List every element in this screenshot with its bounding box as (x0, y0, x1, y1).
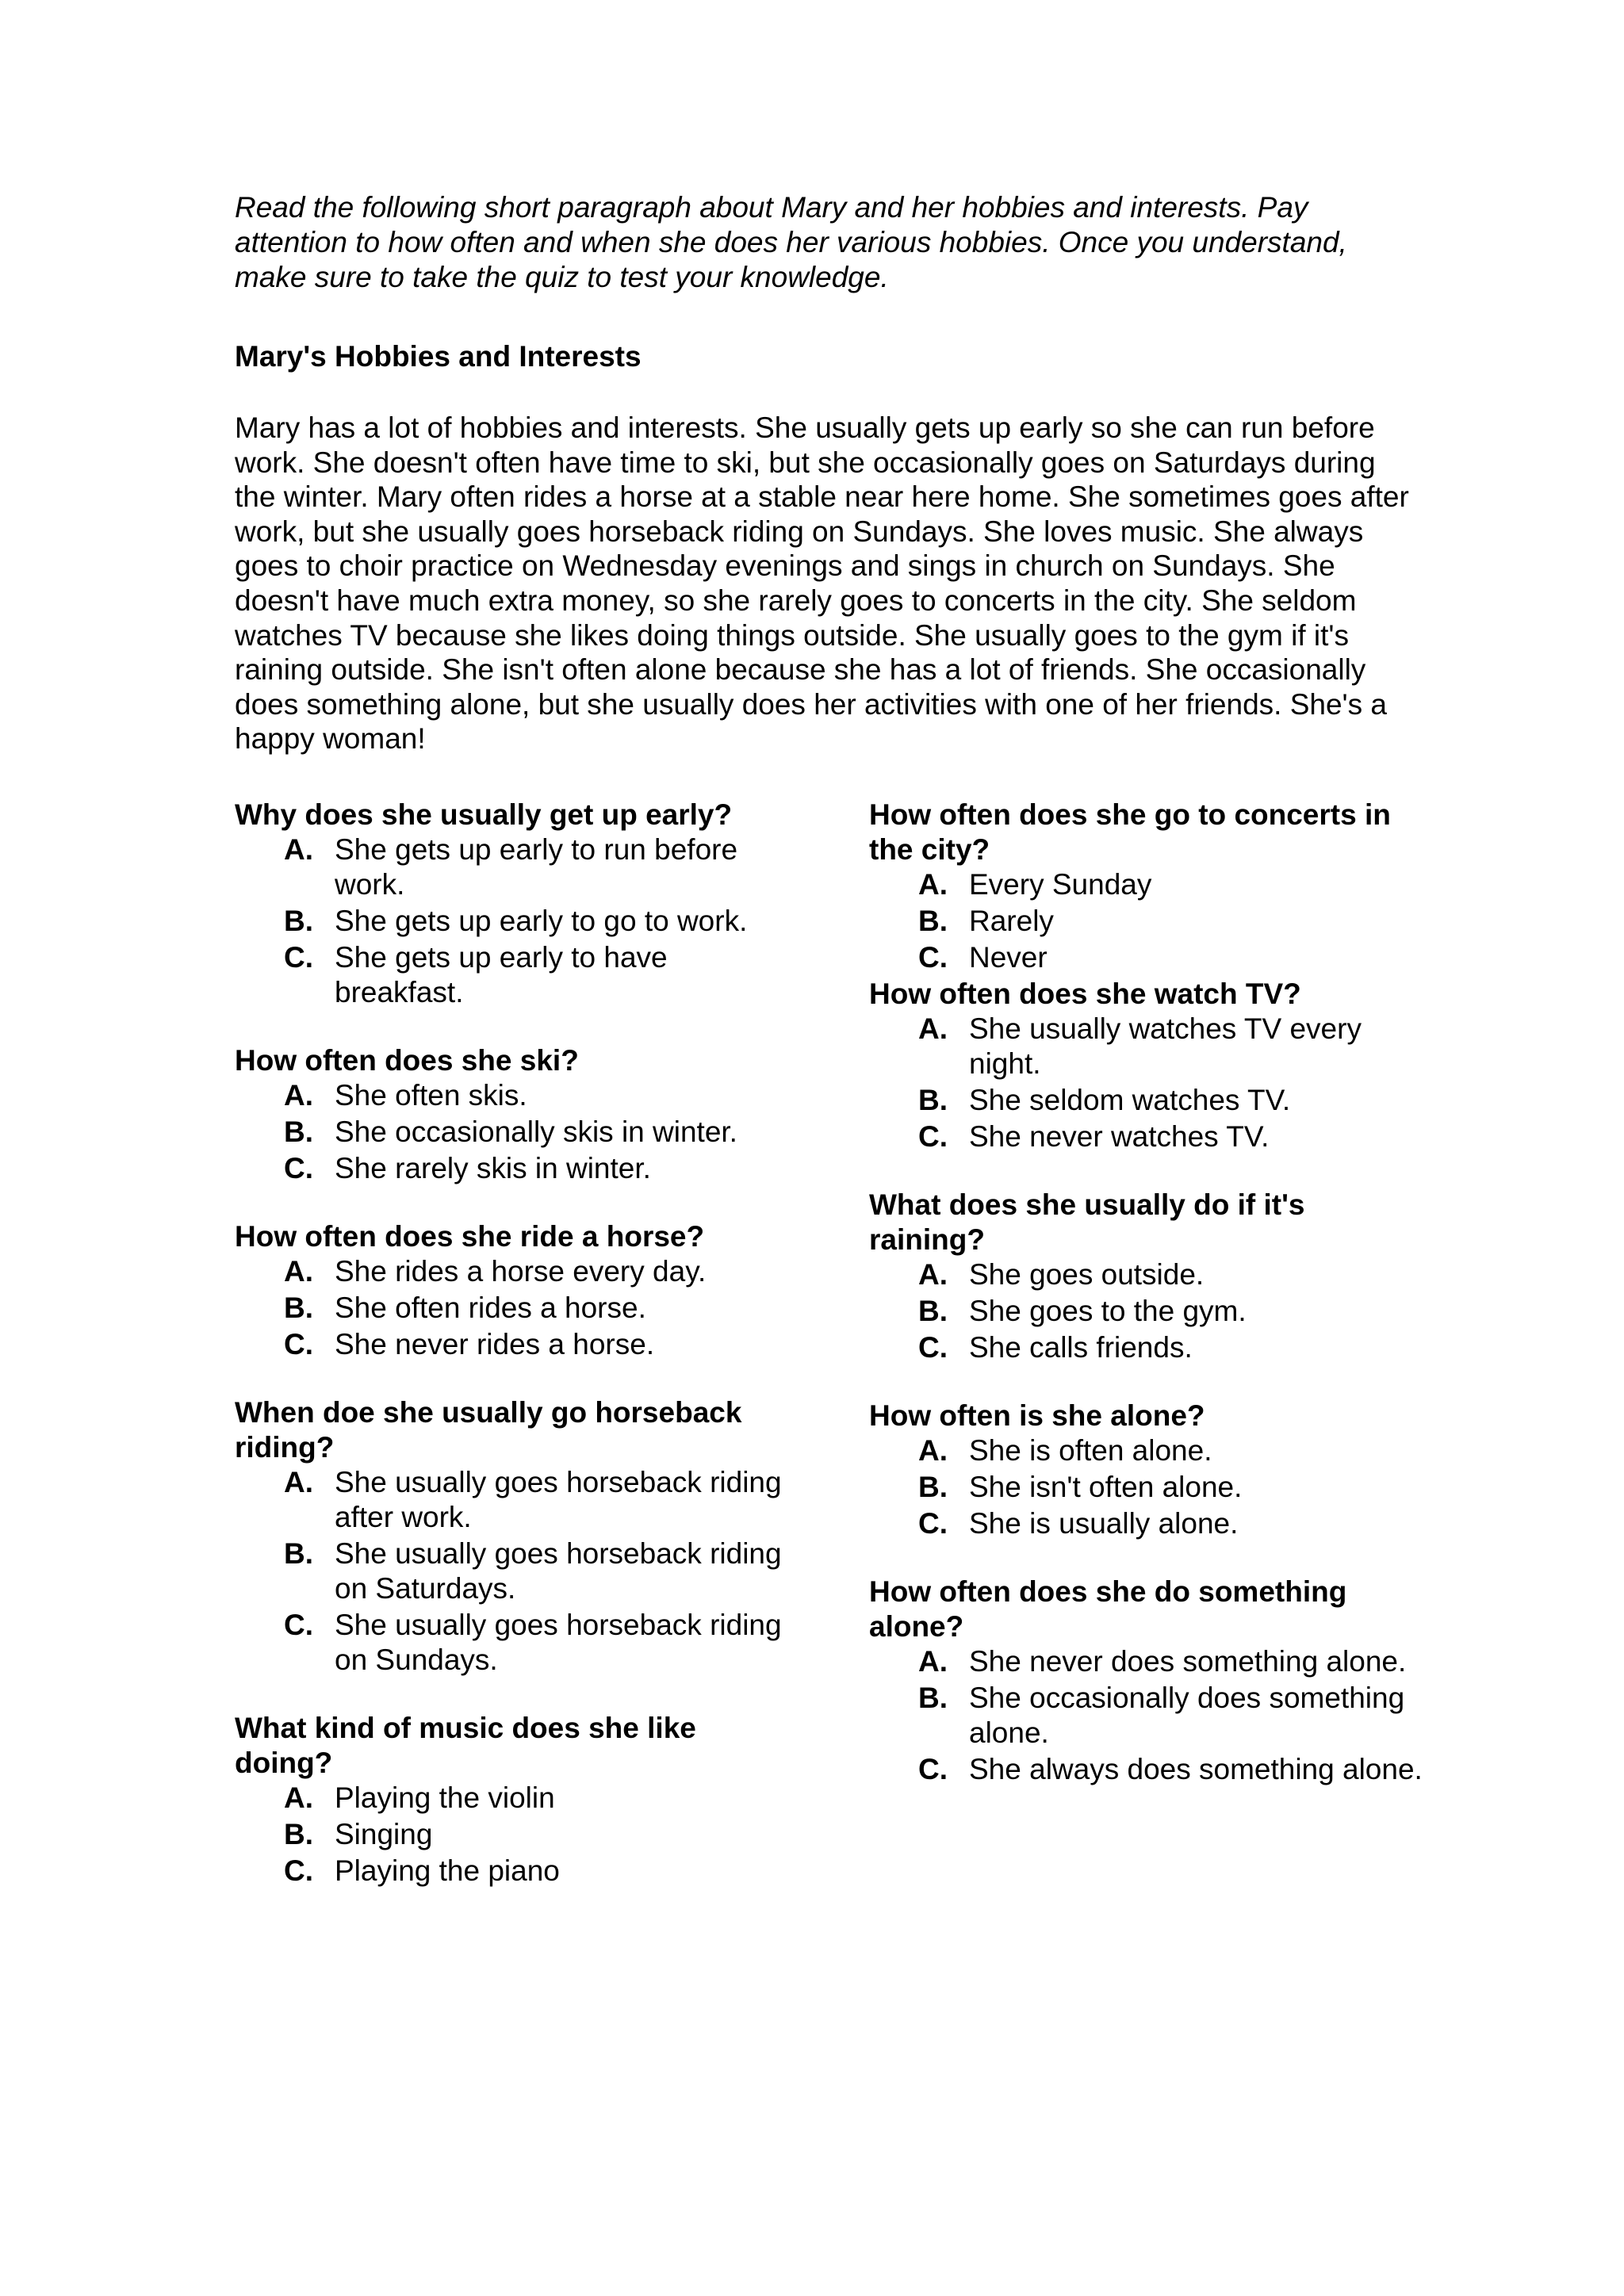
option-letter: C. (284, 1328, 313, 1360)
answer-options (869, 1644, 1424, 1787)
option-letter: A. (918, 1012, 948, 1045)
answer-option[interactable] (869, 1506, 1424, 1541)
answer-option[interactable] (869, 1119, 1424, 1154)
answer-options (235, 1465, 790, 1678)
option-letter: A. (284, 1079, 313, 1112)
option-text: She gets up early to go to work. (335, 905, 748, 937)
answer-option[interactable] (235, 1781, 790, 1816)
option-text: She is usually alone. (969, 1507, 1239, 1540)
option-letter: B. (918, 1682, 948, 1714)
answer-option[interactable] (235, 904, 790, 939)
option-text: She usually watches TV every night. (969, 1012, 1362, 1080)
answer-options (869, 867, 1424, 975)
option-text: Playing the piano (335, 1854, 560, 1887)
answer-option[interactable] (235, 1608, 790, 1678)
answer-options (869, 1433, 1424, 1541)
answer-option[interactable] (235, 1854, 790, 1888)
quiz-question (235, 1711, 790, 1888)
answer-option[interactable] (235, 1115, 790, 1150)
option-letter: A. (284, 1255, 313, 1288)
option-letter: B. (918, 1084, 948, 1116)
quiz-column-right (869, 798, 1424, 1789)
option-letter: A. (918, 1645, 948, 1678)
option-letter: A. (284, 833, 313, 866)
answer-option[interactable] (869, 940, 1424, 975)
option-letter: A. (918, 1258, 948, 1291)
answer-option[interactable] (235, 1327, 790, 1362)
quiz-question (869, 977, 1424, 1154)
option-text: She gets up early to have breakfast. (335, 941, 668, 1008)
option-letter: C. (918, 1120, 948, 1153)
quiz-column-left (235, 798, 790, 1890)
answer-option[interactable] (235, 1151, 790, 1186)
option-letter: C. (284, 1609, 313, 1641)
answer-option[interactable] (869, 1083, 1424, 1118)
answer-option[interactable] (869, 1012, 1424, 1081)
option-text: She calls friends. (969, 1331, 1193, 1364)
answer-option[interactable] (869, 1752, 1424, 1787)
quiz-question (869, 798, 1424, 975)
question-text: How often is she alone? (869, 1399, 1205, 1432)
option-letter: A. (918, 1434, 948, 1467)
quiz-question (235, 1219, 790, 1362)
answer-options (235, 1254, 790, 1362)
answer-option[interactable] (869, 904, 1424, 939)
question-text: What kind of music does she like doing? (235, 1712, 696, 1779)
option-text: She often rides a horse. (335, 1292, 646, 1324)
answer-option[interactable] (869, 1330, 1424, 1365)
answer-option[interactable] (235, 1536, 790, 1606)
answer-option[interactable] (235, 1817, 790, 1852)
option-text: She seldom watches TV. (969, 1084, 1291, 1116)
question-text: How often does she ski? (235, 1044, 579, 1077)
option-letter: B. (284, 1292, 313, 1324)
option-text: She often skis. (335, 1079, 527, 1112)
answer-option[interactable] (869, 867, 1424, 902)
answer-option[interactable] (235, 1078, 790, 1113)
option-text: She gets up early to run before work. (335, 833, 738, 901)
answer-option[interactable] (235, 832, 790, 902)
question-text: How often does she ride a horse? (235, 1220, 705, 1253)
reading-passage: Mary has a lot of hobbies and interests. She usually gets up early so she can run before work. She doesn't often have time to ski, but she occasionally goes on Saturdays during the winter. Mary often rides a horse at a stable near here home. She sometimes goes after work, but she usually goes horseback riding on Sundays. She loves music. She always goes to choir practice on Wednesday evenings and sings in church on Sundays. She doesn't have much extra money, so she rarely goes to concerts in the city. She seldom watches TV because she likes doing things outside. She usually goes to the gym if it's raining outside. She isn't often alone because she has a lot of friends. She occasionally does something alone, but she usually does her activities with one of her friends. She's a happy woman! (235, 411, 1409, 756)
answer-option[interactable] (869, 1294, 1424, 1329)
option-letter: C. (918, 1331, 948, 1364)
answer-options (869, 1257, 1424, 1365)
option-text: She occasionally skis in winter. (335, 1115, 737, 1148)
option-letter: A. (918, 868, 948, 901)
answer-option[interactable] (869, 1681, 1424, 1751)
option-text: She rarely skis in winter. (335, 1152, 651, 1184)
option-letter: B. (918, 1295, 948, 1327)
option-text: Never (969, 941, 1048, 974)
answer-options (869, 1012, 1424, 1154)
option-text: She usually goes horseback riding on Saturdays. (335, 1537, 782, 1605)
option-letter: B. (284, 1818, 313, 1850)
option-text: Playing the violin (335, 1781, 555, 1814)
option-letter: C. (918, 1507, 948, 1540)
instructions: Read the following short paragraph about Mary and her hobbies and interests. Pay attention to how often and when she does her various hobbies. Once you understand, make sure to take the quiz to test your knowledge. (235, 191, 1347, 293)
option-letter: C. (284, 1152, 313, 1184)
answer-option[interactable] (235, 1254, 790, 1289)
answer-option[interactable] (235, 940, 790, 1010)
option-text: She goes outside. (969, 1258, 1205, 1291)
option-text: She never rides a horse. (335, 1328, 655, 1360)
option-letter: C. (918, 1753, 948, 1785)
answer-option[interactable] (235, 1291, 790, 1326)
option-letter: B. (284, 1537, 313, 1570)
question-text: When doe she usually go horseback riding? (235, 1396, 742, 1464)
option-text: She usually goes horseback riding on Sundays. (335, 1609, 782, 1676)
option-text: She rides a horse every day. (335, 1255, 707, 1288)
quiz-question (869, 1188, 1424, 1365)
quiz-question (235, 1395, 790, 1678)
question-text: How often does she go to concerts in the city? (869, 798, 1391, 866)
option-text: She always does something alone. (969, 1753, 1423, 1785)
option-text: Singing (335, 1818, 433, 1850)
passage-title: Mary's Hobbies and Interests (235, 340, 642, 373)
question-text: How often does she watch TV? (869, 978, 1301, 1010)
answer-option[interactable] (869, 1470, 1424, 1505)
option-letter: A. (284, 1466, 313, 1498)
option-text: Every Sunday (969, 868, 1152, 901)
question-text: How often does she do something alone? (869, 1575, 1347, 1643)
option-text: She goes to the gym. (969, 1295, 1247, 1327)
quiz-question (235, 798, 790, 1010)
answer-option[interactable] (869, 1433, 1424, 1468)
answer-options (235, 1781, 790, 1888)
option-letter: B. (284, 905, 313, 937)
answer-option[interactable] (869, 1644, 1424, 1679)
answer-option[interactable] (869, 1257, 1424, 1292)
answer-option[interactable] (235, 1465, 790, 1535)
answer-options (235, 1078, 790, 1186)
option-letter: B. (918, 905, 948, 937)
option-letter: C. (284, 1854, 313, 1887)
option-text: She usually goes horseback riding after work. (335, 1466, 782, 1533)
option-text: She is often alone. (969, 1434, 1212, 1467)
option-letter: C. (918, 941, 948, 974)
question-text: Why does she usually get up early? (235, 798, 733, 831)
option-text: She occasionally does something alone. (969, 1682, 1405, 1749)
option-text: She never does something alone. (969, 1645, 1407, 1678)
quiz-question (235, 1043, 790, 1186)
option-letter: C. (284, 941, 313, 974)
option-letter: B. (284, 1115, 313, 1148)
quiz-question (869, 1575, 1424, 1787)
option-letter: A. (284, 1781, 313, 1814)
option-text: She isn't often alone. (969, 1471, 1243, 1503)
quiz-question (869, 1399, 1424, 1541)
option-letter: B. (918, 1471, 948, 1503)
question-text: What does she usually do if it's raining? (869, 1188, 1305, 1256)
option-text: She never watches TV. (969, 1120, 1270, 1153)
answer-options (235, 832, 790, 1010)
option-text: Rarely (969, 905, 1054, 937)
